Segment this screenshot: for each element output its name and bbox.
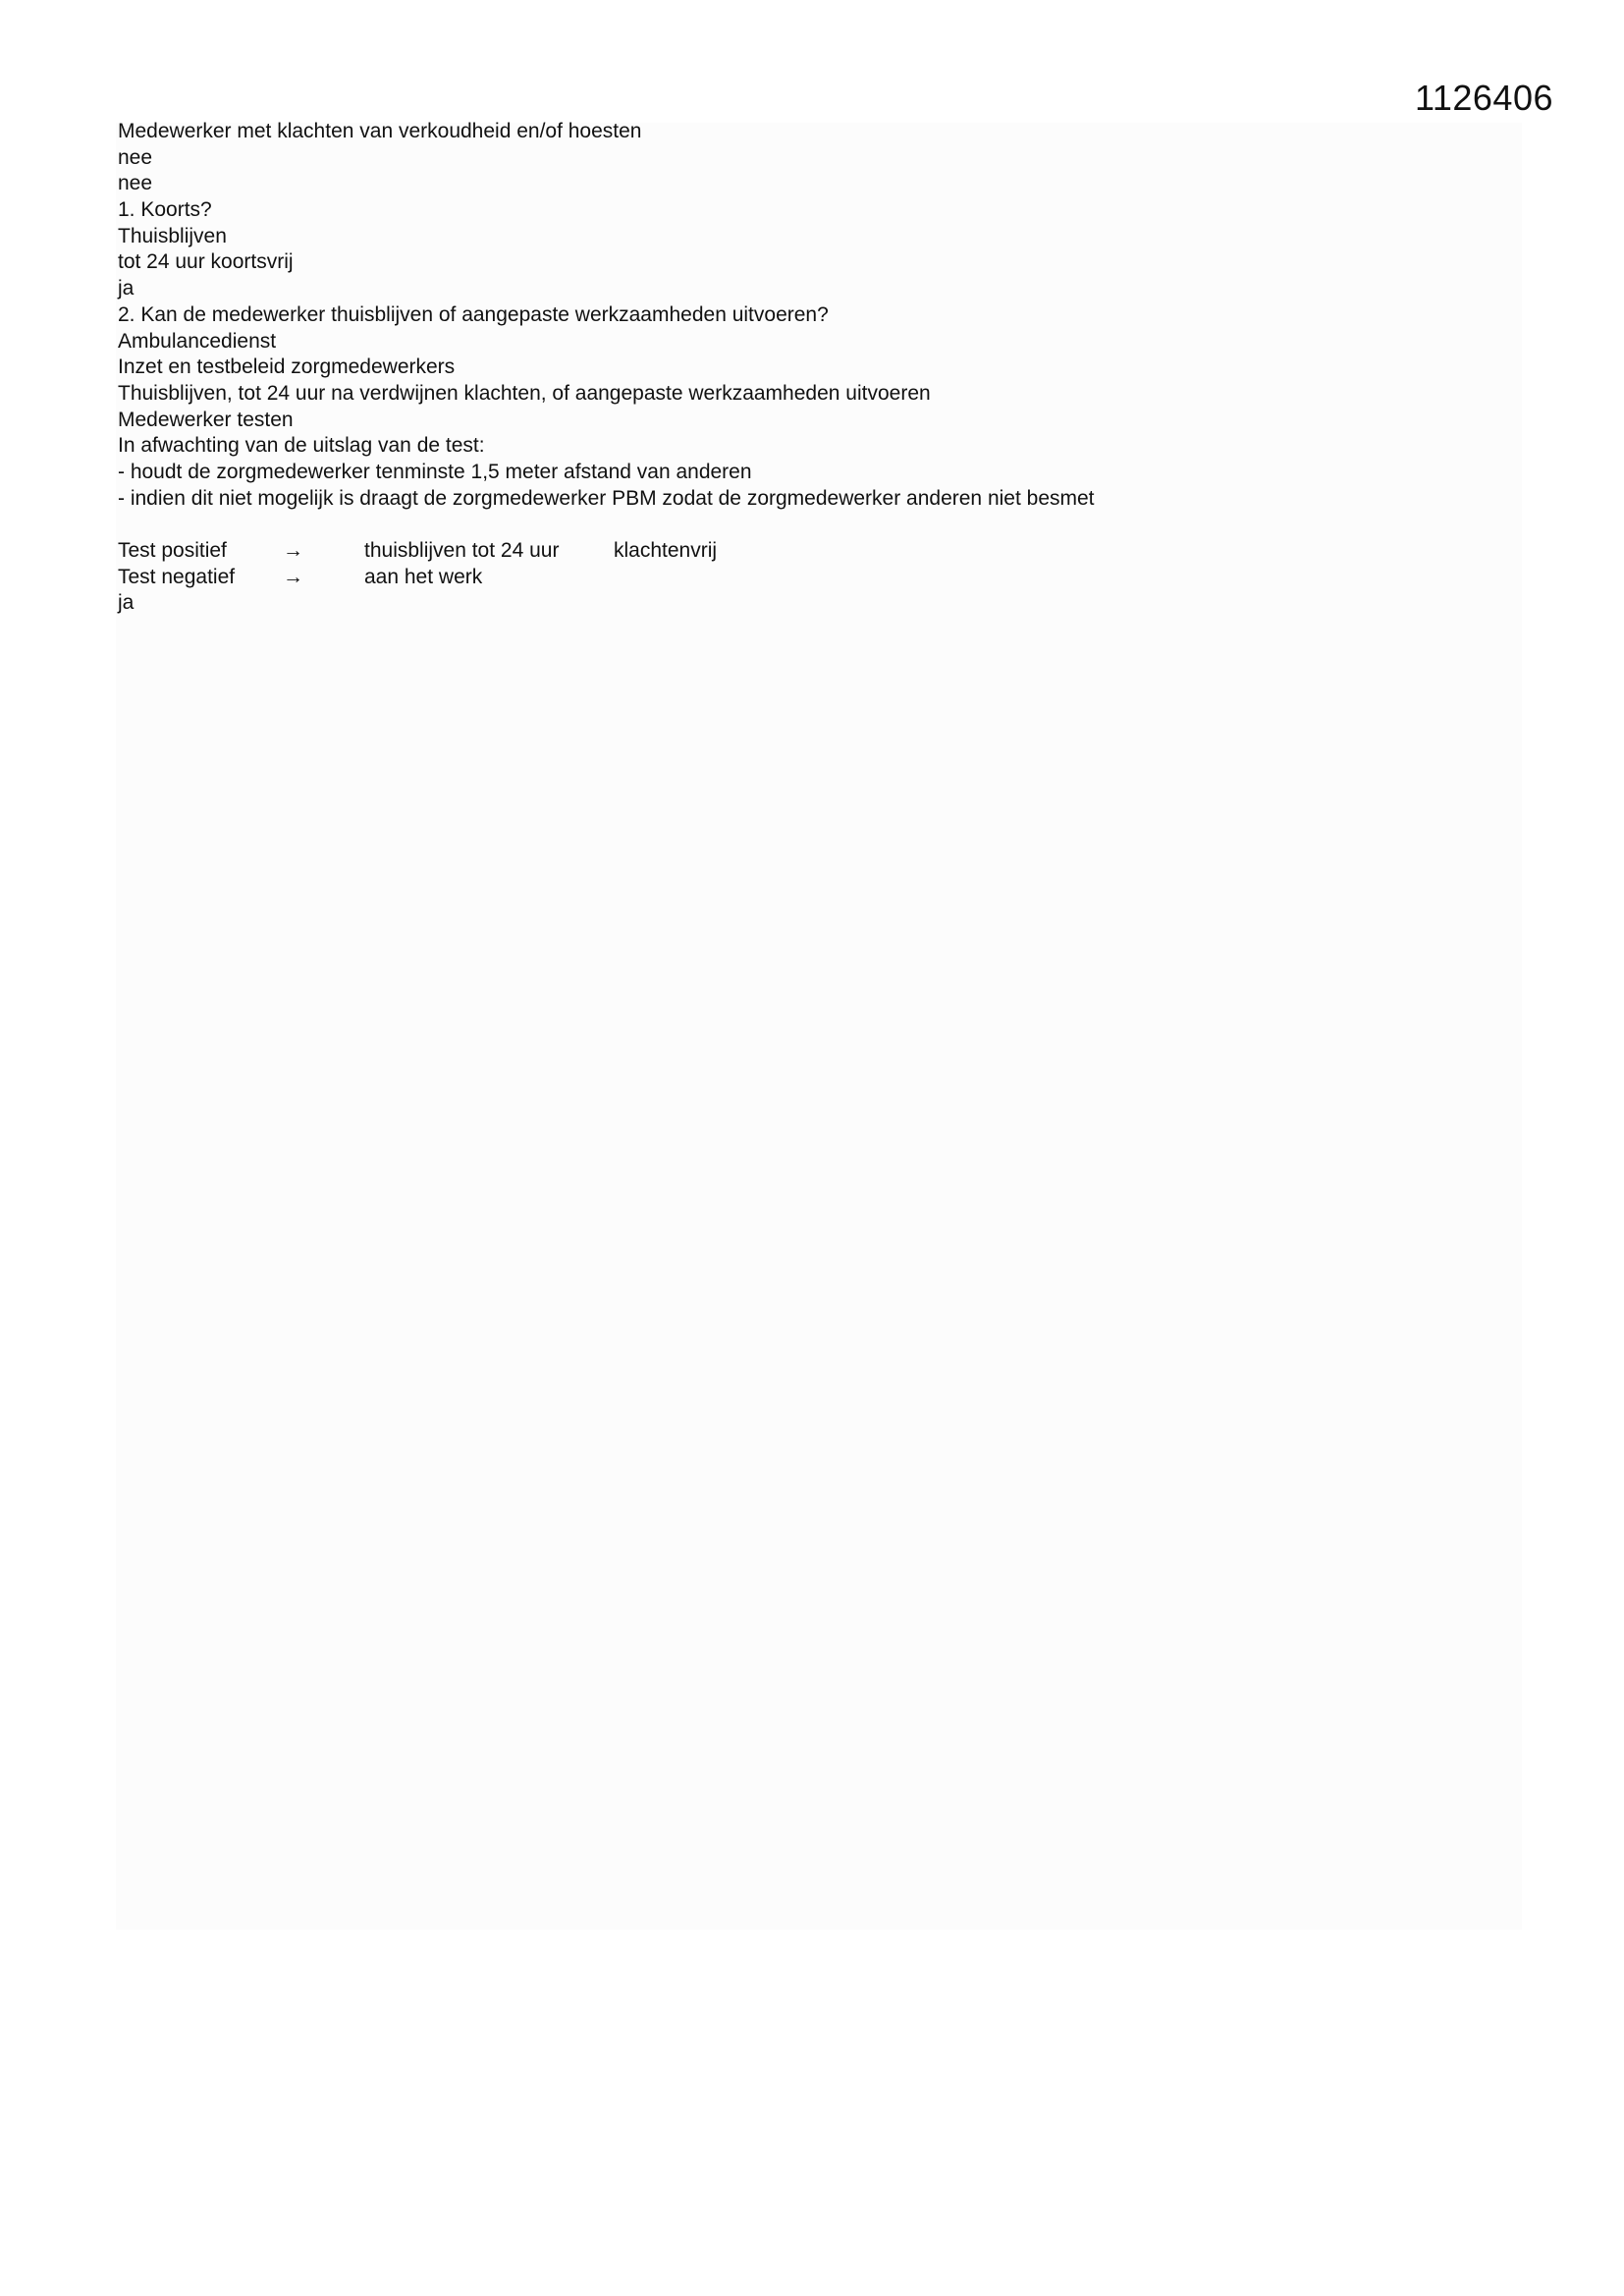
text-line: tot 24 uur koortsvrij [118,250,294,274]
result-row-negative [118,565,1492,591]
text-line: nee [118,145,153,169]
result-label: Test negatief [118,565,236,588]
heading-line: Medewerker met klachten van verkoudheid en/of hoesten [118,120,642,142]
text-line: ja [118,277,135,301]
document-id: 1126406 [1415,78,1553,118]
question-line: 1. Koorts? [118,198,212,222]
text-line: Ambulancedienst [118,329,277,353]
result-row-positive [118,538,1492,565]
text-line: Inzet en testbeleid zorgmedewerkers [118,355,456,379]
question-line: 2. Kan de medewerker thuisblijven of aangepaste werkzaamheden uitvoeren? [118,302,829,326]
text-line: Thuisblijven [118,224,227,247]
document-body [118,119,1492,617]
result-outcome: thuisblijven tot 24 uur [364,539,560,562]
text-line: Thuisblijven, tot 24 uur na verdwijnen klachten, of aangepaste werkzaamheden uitvoeren [118,381,931,405]
text-line: nee [118,172,153,195]
text-line: Medewerker testen [118,408,294,431]
bullet-line: - houdt de zorgmedewerker tenminste 1,5 meter afstand van anderen [118,460,752,483]
bullet-line: - indien dit niet mogelijk is draagt de zorgmedewerker PBM zodat de zorgmedewerker anderen niet besmet [118,486,1095,510]
arrow-right-icon: → [283,539,303,562]
text-line: In afwachting van de uitslag van de test: [118,434,485,458]
arrow-right-icon: → [283,565,303,588]
text-line: ja [118,591,135,615]
result-condition: klachtenvrij [614,539,718,562]
result-label: Test positief [118,539,227,562]
result-outcome: aan het werk [364,565,483,588]
spacer [118,512,1492,538]
